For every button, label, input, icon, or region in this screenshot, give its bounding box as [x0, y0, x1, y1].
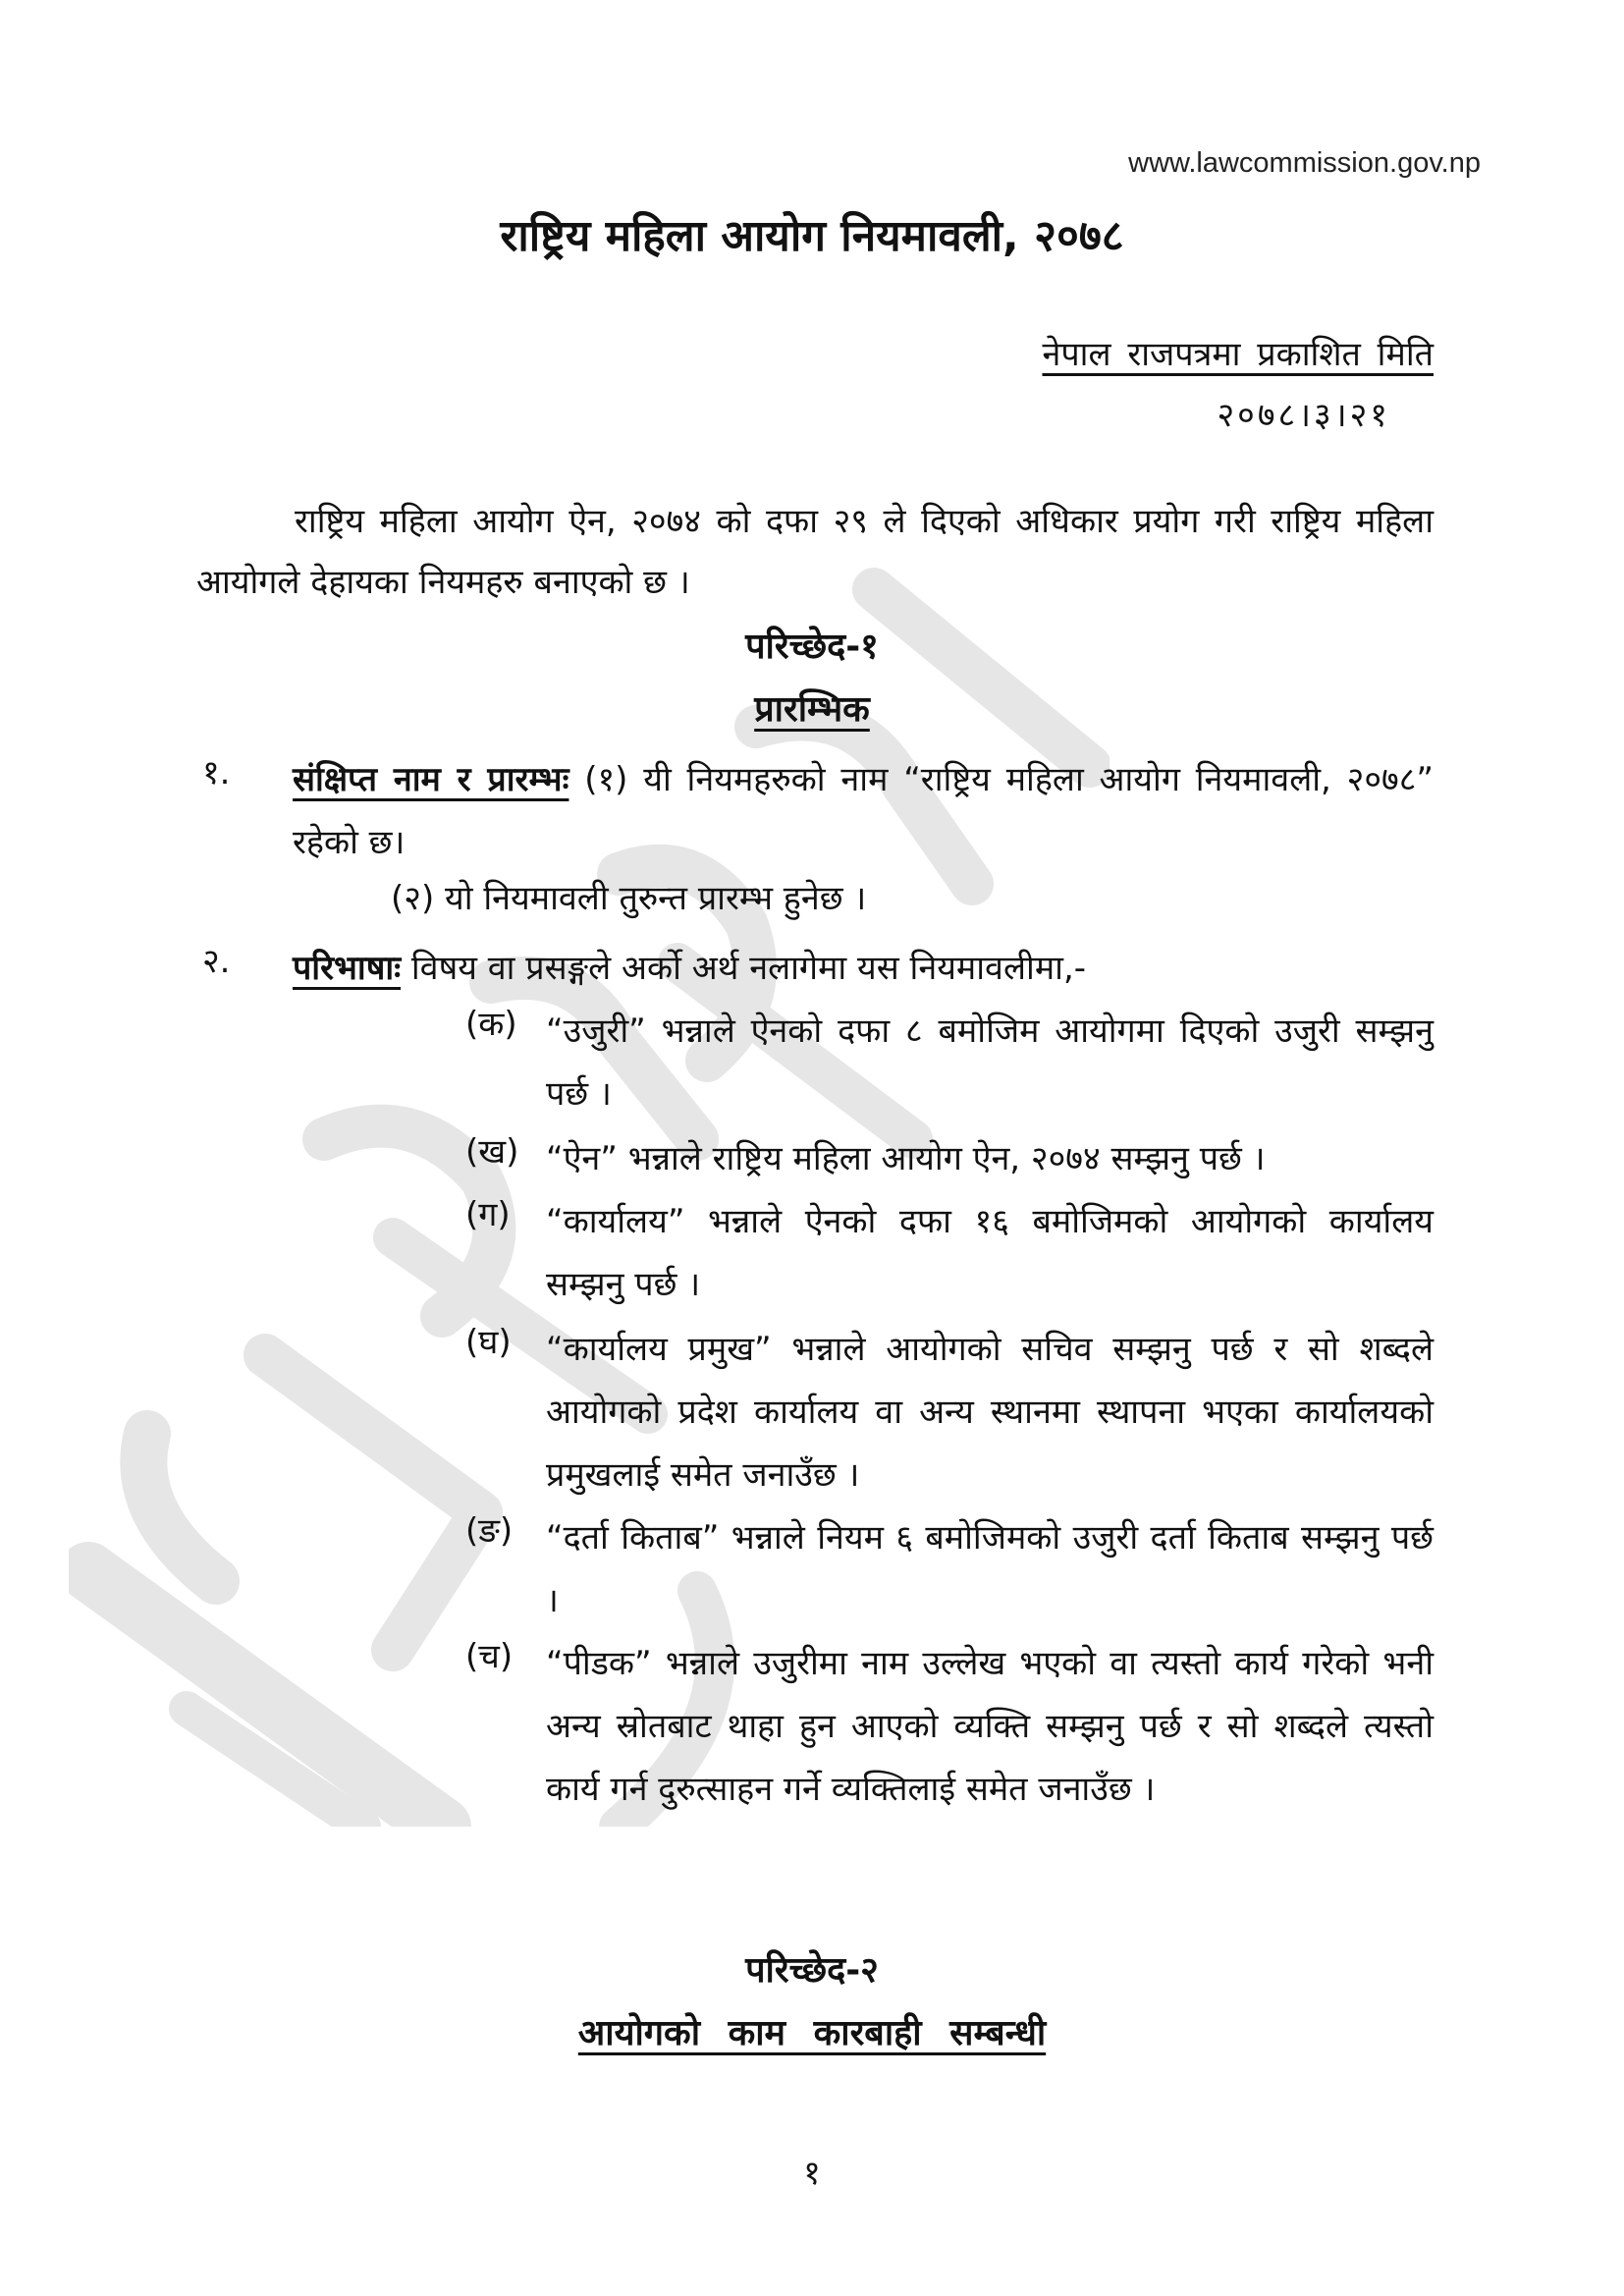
definition-text: “कार्यालय” भन्नाले ऐनको दफा १६ बमोजिमको आयोगको कार्यालय सम्झनु पर्छ ।	[546, 1202, 1434, 1304]
gazette-label: नेपाल राजपत्रमा प्रकाशित मिति	[1042, 335, 1434, 374]
gazette-date: २०७८।३।२१	[1217, 396, 1390, 435]
definition-marker: (क)	[465, 1005, 517, 1044]
definition-text: “कार्यालय प्रमुख” भन्नाले आयोगको सचिव सम्झनु पर्छ र सो शब्दले आयोगको प्रदेश कार्यालय वा अन्य स्थानमा स्थापना भएका कार्यालयको प्रमुखलाई समेत जनाउँछ ।	[546, 1330, 1434, 1495]
definition-marker: (घ)	[465, 1323, 512, 1362]
chapter-2-subheading: आयोगको काम कारबाही सम्बन्धी	[577, 2013, 1047, 2053]
rule-1-number: १.	[202, 753, 231, 793]
chapter-1-heading: परिच्छेद-१	[745, 627, 879, 667]
rule-2-title: परिभाषाः	[293, 949, 402, 988]
rule-2-number: २.	[202, 942, 231, 981]
rule-1-title: संक्षिप्त नाम र प्रारम्भः	[293, 760, 569, 799]
rule-2-text: विषय वा प्रसङ्गले अर्को अर्थ नलागेमा यस नियमावलीमा,-	[401, 949, 1087, 988]
definition-text: “उजुरी” भन्नाले ऐनको दफा ८ बमोजिम आयोगमा दिएको उजुरी सम्झनु पर्छ ।	[546, 1011, 1434, 1114]
definition-text: “पीडक” भन्नाले उजुरीमा नाम उल्लेख भएको वा त्यस्तो कार्य गरेको भनी अन्य स्रोतबाट थाहा हुन आएको व्यक्ति सम्झनु पर्छ र सो शब्दले त्यस्तो कार्य गर्न दुरुत्साहन गर्ने व्यक्तिलाई समेत जनाउँछ ।	[546, 1644, 1434, 1809]
definition-marker: (ङ)	[465, 1511, 514, 1551]
chapter-2-heading: परिच्छेद-२	[745, 1950, 879, 1991]
chapter-1-subheading: प्रारम्भिक	[754, 689, 870, 730]
preamble: राष्ट्रिय महिला आयोग ऐन, २०७४ को दफा २९ ले दिएको अधिकार प्रयोग गरी राष्ट्रिय महिला आयोगले देहायका नियमहरु बनाएको छ ।	[196, 502, 1434, 602]
rule-2-body	[293, 937, 1434, 1000]
definition-marker: (ग)	[465, 1195, 511, 1234]
rule-1-text: (१) यी नियमहरुको नाम “राष्ट्रिय महिला आयोग नियमावली, २०७८” रहेको छ।	[293, 760, 1434, 862]
rule-1-subclause-2: (२) यो नियमावली तुरुन्त प्रारम्भ हुनेछ ।	[391, 879, 867, 918]
definition-text: “दर्ता किताब” भन्नाले नियम ६ बमोजिमको उजुरी दर्ता किताब सम्झनु पर्छ ।	[546, 1518, 1434, 1620]
document-title: राष्ट्रिय महिला आयोग नियमावली, २०७८	[500, 211, 1124, 261]
definition-marker: (ख)	[465, 1132, 519, 1172]
rule-1-body	[293, 748, 1434, 874]
definition-text: “ऐन” भन्नाले राष्ट्रिय महिला आयोग ऐन, २०७४ सम्झनु पर्छ ।	[546, 1139, 1266, 1178]
definition-marker: (च)	[465, 1637, 514, 1676]
site-url: www.lawcommission.gov.np	[1128, 147, 1481, 179]
page-number: १	[803, 2154, 821, 2193]
